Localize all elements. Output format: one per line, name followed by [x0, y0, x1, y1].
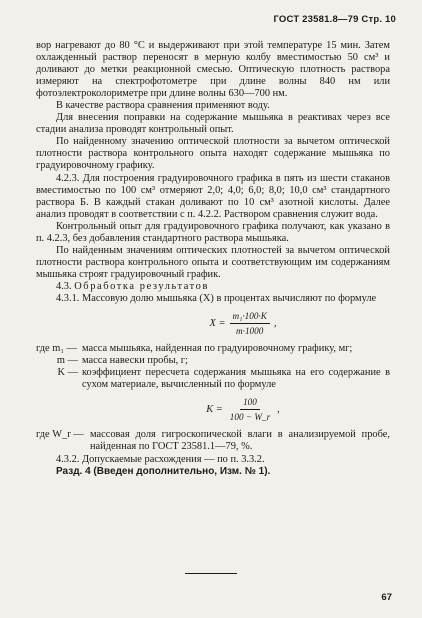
section-heading — [36, 281, 390, 293]
legend-symbol: m — — [56, 355, 78, 367]
fraction — [227, 396, 273, 423]
legend-symbol: K — — [57, 367, 78, 379]
fraction — [230, 310, 270, 337]
paragraph: Контрольный опыт для градуировочного графика получают, как указано в п. 4.2.3, без добавления стандартного раствора мышьяка. — [36, 220, 390, 244]
legend-symbol: где W_r — — [36, 429, 84, 441]
numerator: 100 — [240, 396, 260, 410]
page-header: ГОСТ 23581.8—79 Стр. 10 — [273, 14, 396, 25]
section-number: 4.3. — [56, 280, 72, 292]
legend-text: масса мышьяка, найденная по градуировочному графику, мг; — [82, 343, 353, 355]
formula-tail: , — [277, 403, 280, 415]
denominator: m·1000 — [236, 326, 264, 337]
formula-tail: , — [273, 317, 277, 329]
legend-symbol: где m₁ — — [36, 343, 77, 355]
denominator: 100 − W_r — [229, 412, 271, 423]
page-number: 67 — [381, 592, 392, 603]
paragraph: 4.2.3. Для построения градуировочного графика в пять из шести стаканов вместимостью по 100 см³ отмеряют 2,0; 4,0; 6,0; 8,0; 10,0 см³ стандартного раствора Б. В каждый стакан доливают по 10 см³ азотной кислоты. Далее анализ проводят в соответствии с п. 4.2.2. Раствором сравнения служит вода. — [36, 172, 390, 220]
amendment-note: Разд. 4 (Введен дополнительно, Изм. № 1). — [56, 465, 271, 477]
legend-text: масса навески пробы, г; — [82, 355, 188, 367]
divider-line — [185, 573, 237, 574]
formula-k — [96, 396, 390, 423]
paragraph: По найденным значениям оптических плотностей за вычетом оптической плотности раствора контрольного опыта и соответствующим им содержаниям мышьяка строят градуировочный график. — [36, 244, 390, 280]
formula-lhs: K = — [206, 403, 223, 415]
document-body — [36, 40, 390, 478]
numerator: m₁·100·K — [230, 310, 270, 324]
legend-text: массовая доля гигроскопической влаги в анализируемой пробе, найденная по ГОСТ 23581.1—79, %. — [90, 429, 390, 453]
paragraph: Для внесения поправки на содержание мышьяка в реактивах через все стадии анализа проводят контрольный опыт. — [36, 112, 390, 136]
legend-row — [36, 367, 390, 391]
paragraph: 4.3.1. Массовую долю мышьяка (X) в процентах вычисляют по формуле — [56, 292, 377, 304]
formula-lhs: X = — [209, 317, 226, 329]
legend-text: коэффициент пересчета содержания мышьяка на его содержание в сухом материале, вычисленный по формуле — [82, 367, 390, 391]
paragraph: вор нагревают до 80 °С и выдерживают при этой температуре 15 мин. Затем охлажденный раствор переносят в мерную колбу вместимостью 50 см³ и доливают до метки реакционной смесью. Оптическую плотность раствора измеряют на спектрофотометре при длине волны 840 нм или фотоэлектроколориметре при длине волны 630—700 нм. — [36, 40, 390, 100]
formula-x — [96, 310, 390, 337]
legend-row — [36, 355, 390, 367]
paragraph: 4.3.2. Допускаемые расхождения — по п. 3.3.2. — [56, 453, 265, 465]
legend-row — [36, 429, 390, 453]
section-title: Обработка результатов — [74, 280, 209, 292]
paragraph: В качестве раствора сравнения применяют воду. — [56, 100, 270, 112]
legend-row — [36, 343, 390, 355]
paragraph: По найденному значению оптической плотности за вычетом оптической плотности раствора контрольного опыта находят содержание мышьяка по градуировочному графику. — [36, 136, 390, 172]
